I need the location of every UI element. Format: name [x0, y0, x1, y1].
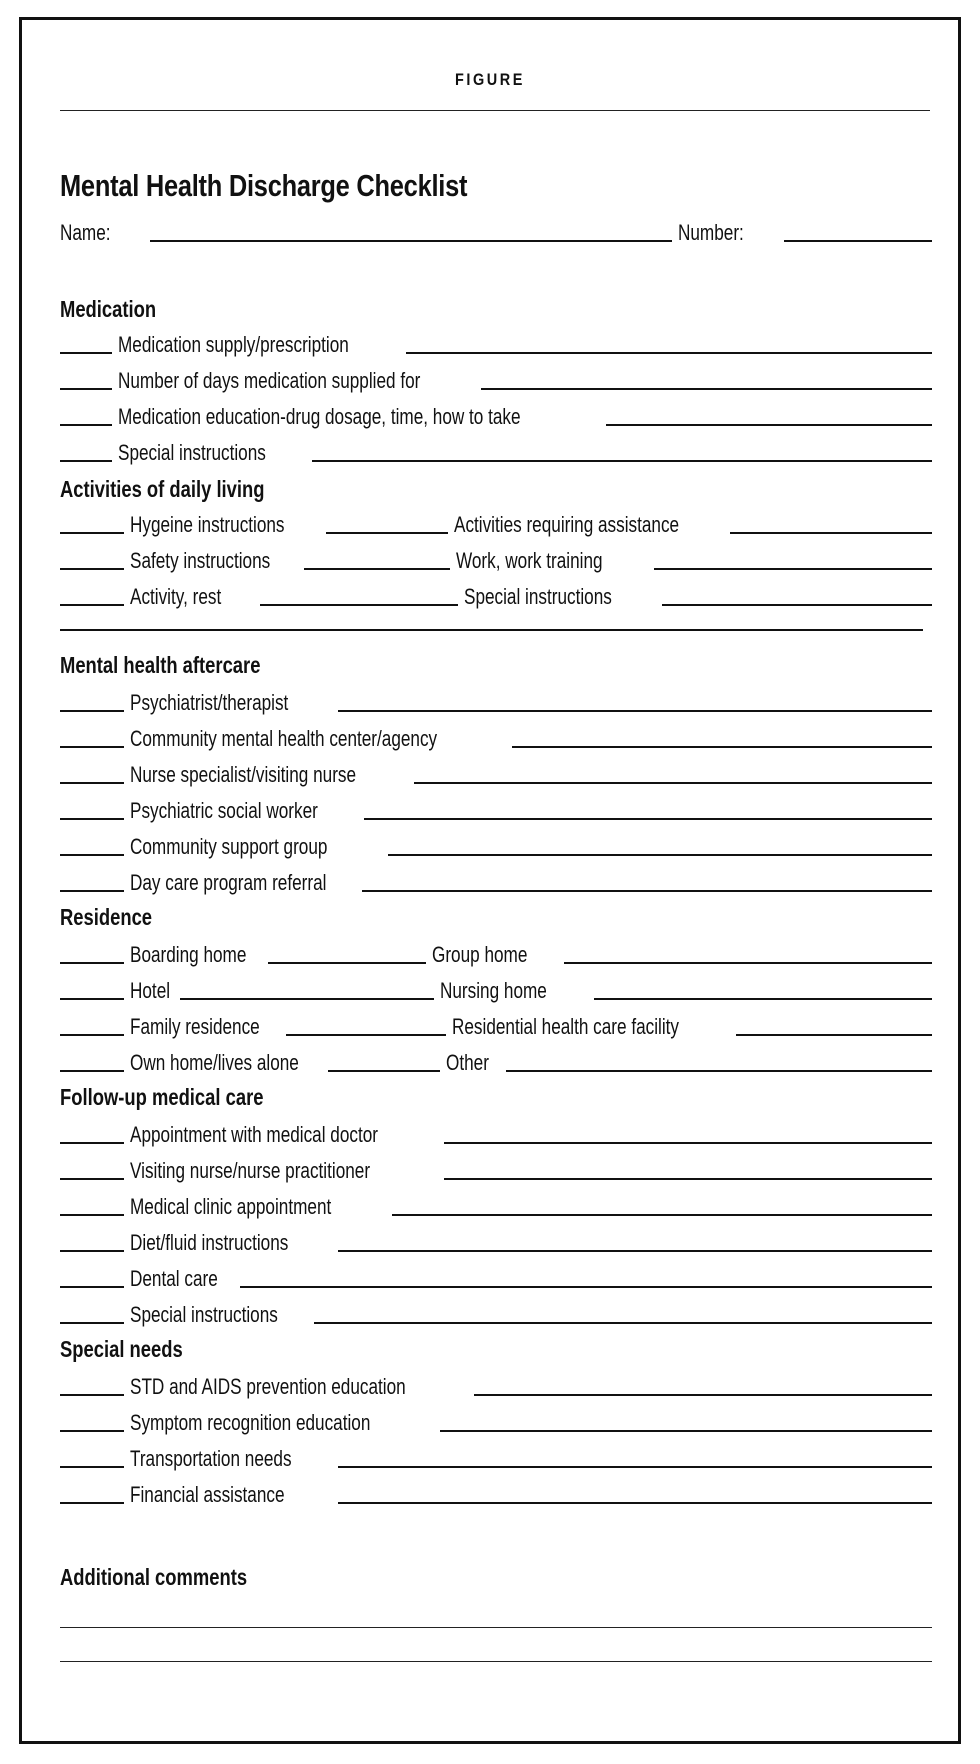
item-label-wrap	[446, 1052, 500, 1076]
checklist-item	[60, 1190, 932, 1220]
response-line[interactable]	[406, 352, 932, 354]
item-label-wrap	[454, 514, 724, 538]
check-blank[interactable]	[60, 1286, 124, 1288]
response-line[interactable]	[312, 460, 932, 462]
response-line[interactable]	[474, 1394, 932, 1396]
checklist-item	[60, 1262, 932, 1292]
item-label: Psychiatric social worker	[130, 798, 318, 823]
item-label-wrap	[118, 406, 598, 430]
item-label: Boarding home	[130, 942, 247, 967]
check-blank[interactable]	[60, 532, 124, 534]
section-title-residence: Residence	[60, 904, 153, 930]
checklist-item	[60, 400, 932, 430]
item-label-wrap	[118, 334, 398, 358]
item-label: Visiting nurse/nurse practitioner	[130, 1158, 371, 1183]
item-label-wrap	[118, 370, 473, 394]
response-line[interactable]	[414, 782, 932, 784]
item-label: Psychiatrist/therapist	[130, 690, 289, 715]
response-line[interactable]	[512, 746, 932, 748]
page-title: Mental Health Discharge Checklist	[60, 168, 468, 203]
response-line[interactable]	[392, 1214, 932, 1216]
checklist-item	[60, 1442, 932, 1472]
item-label: Family residence	[130, 1014, 260, 1039]
item-label: Other	[446, 1050, 489, 1075]
checklist-item-pair	[60, 938, 932, 968]
section-title-aftercare: Mental health aftercare	[60, 652, 261, 678]
item-label: Financial assistance	[130, 1482, 285, 1507]
response-line[interactable]	[564, 962, 932, 964]
checklist-item-pair	[60, 508, 932, 538]
item-label-wrap	[118, 442, 304, 466]
check-blank[interactable]	[60, 424, 112, 426]
item-label-wrap	[464, 586, 656, 610]
check-blank[interactable]	[60, 1502, 124, 1504]
check-blank[interactable]	[60, 854, 124, 856]
response-line[interactable]	[286, 1034, 446, 1036]
section-divider	[60, 629, 923, 631]
checklist-item	[60, 1406, 932, 1436]
item-label-wrap	[130, 514, 326, 538]
checklist-item	[60, 1298, 932, 1328]
check-blank[interactable]	[60, 818, 124, 820]
check-blank[interactable]	[60, 1214, 124, 1216]
check-blank[interactable]	[60, 890, 124, 892]
item-label: Community mental health center/agency	[130, 726, 438, 751]
item-label: Nursing home	[440, 978, 547, 1003]
checklist-item	[60, 830, 932, 860]
item-label: Symptom recognition education	[130, 1410, 371, 1435]
checklist-item	[60, 722, 932, 752]
item-label-wrap	[130, 1304, 306, 1328]
item-label-wrap	[130, 1232, 330, 1256]
section-title-special-needs: Special needs	[60, 1336, 183, 1362]
checklist-item	[60, 1478, 932, 1508]
figure-label: FIGURE	[455, 70, 525, 89]
response-line[interactable]	[444, 1142, 932, 1144]
checklist-item	[60, 686, 932, 716]
response-line[interactable]	[260, 604, 458, 606]
check-blank[interactable]	[60, 460, 112, 462]
number-label: Number:	[678, 220, 744, 245]
response-line[interactable]	[338, 710, 932, 712]
item-label-wrap	[130, 764, 406, 788]
response-line[interactable]	[654, 568, 932, 570]
item-label-wrap	[440, 980, 588, 1004]
item-label: Residential health care facility	[452, 1014, 680, 1039]
response-line[interactable]	[180, 998, 434, 1000]
response-line[interactable]	[594, 998, 932, 1000]
check-blank[interactable]	[60, 782, 124, 784]
item-label: Safety instructions	[130, 548, 271, 573]
check-blank[interactable]	[60, 746, 124, 748]
item-label-wrap	[130, 1124, 436, 1148]
item-label: Community support group	[130, 834, 328, 859]
response-line[interactable]	[240, 1286, 932, 1288]
figure-frame	[19, 17, 961, 1744]
section-title-comments: Additional comments	[60, 1564, 248, 1590]
response-line[interactable]	[338, 1502, 932, 1504]
check-blank[interactable]	[60, 1394, 124, 1396]
response-line[interactable]	[304, 568, 450, 570]
item-label: Hotel	[130, 978, 171, 1003]
response-line[interactable]	[388, 854, 932, 856]
checklist-item	[60, 1226, 932, 1256]
item-label: Special instructions	[118, 440, 266, 465]
check-blank[interactable]	[60, 1178, 124, 1180]
check-blank[interactable]	[60, 962, 124, 964]
item-label-wrap	[130, 1016, 286, 1040]
check-blank[interactable]	[60, 1466, 124, 1468]
item-label-wrap	[456, 550, 648, 574]
checklist-item	[60, 364, 932, 394]
section-title-followup: Follow-up medical care	[60, 1084, 264, 1110]
item-label-wrap	[130, 692, 330, 716]
check-blank[interactable]	[60, 1142, 124, 1144]
item-label: Own home/lives alone	[130, 1050, 299, 1075]
item-label-wrap	[130, 550, 304, 574]
check-blank[interactable]	[60, 1070, 124, 1072]
section-title-medication: Medication	[60, 296, 157, 322]
check-blank[interactable]	[60, 1250, 124, 1252]
identity-row	[60, 216, 932, 246]
response-line[interactable]	[481, 388, 932, 390]
response-line[interactable]	[338, 1466, 932, 1468]
item-label: Medical clinic appointment	[130, 1194, 332, 1219]
check-blank[interactable]	[60, 998, 124, 1000]
comment-line[interactable]	[60, 1661, 932, 1662]
check-blank[interactable]	[60, 1322, 124, 1324]
item-label: Special instructions	[464, 584, 612, 609]
checklist-item	[60, 1154, 932, 1184]
item-label: Medication education-drug dosage, time, how to take	[118, 404, 521, 429]
response-line[interactable]	[662, 604, 932, 606]
checklist-item	[60, 436, 932, 466]
response-line[interactable]	[314, 1322, 932, 1324]
comment-line[interactable]	[60, 1627, 932, 1628]
item-label-wrap	[130, 1376, 466, 1400]
check-blank[interactable]	[60, 1034, 124, 1036]
item-label: Appointment with medical doctor	[130, 1122, 378, 1147]
item-label: Group home	[432, 942, 528, 967]
response-line[interactable]	[326, 532, 448, 534]
checklist-item-pair	[60, 974, 932, 1004]
item-label: Hygeine instructions	[130, 512, 285, 537]
item-label: Transportation needs	[130, 1446, 292, 1471]
checklist-item	[60, 866, 932, 896]
checklist-item	[60, 1118, 932, 1148]
response-line[interactable]	[364, 818, 932, 820]
name-label: Name:	[60, 220, 111, 245]
item-label-wrap	[432, 944, 558, 968]
checklist-item	[60, 794, 932, 824]
item-label: Nurse specialist/visiting nurse	[130, 762, 357, 787]
item-label: Number of days medication supplied for	[118, 368, 421, 393]
name-field[interactable]	[150, 240, 672, 242]
check-blank[interactable]	[60, 710, 124, 712]
item-label: STD and AIDS prevention education	[130, 1374, 406, 1399]
item-label: Dental care	[130, 1266, 218, 1291]
checklist-item-pair	[60, 580, 932, 610]
checklist-item-pair	[60, 1046, 932, 1076]
response-line[interactable]	[268, 962, 426, 964]
response-line[interactable]	[338, 1250, 932, 1252]
checklist-item	[60, 1370, 932, 1400]
item-label-wrap	[130, 836, 380, 860]
response-line[interactable]	[506, 1070, 932, 1072]
section-title-adl: Activities of daily living	[60, 476, 265, 502]
checklist-item-pair	[60, 1010, 932, 1040]
item-label-wrap	[130, 872, 354, 896]
item-label-wrap	[130, 728, 504, 752]
item-label-wrap	[130, 1196, 384, 1220]
item-label-wrap	[130, 1412, 432, 1436]
response-line[interactable]	[328, 1070, 440, 1072]
item-label: Medication supply/prescription	[118, 332, 349, 357]
check-blank[interactable]	[60, 568, 124, 570]
item-label-wrap	[130, 1484, 330, 1508]
item-label-wrap	[452, 1016, 730, 1040]
item-label-wrap	[130, 800, 356, 824]
item-label: Activity, rest	[130, 584, 222, 609]
item-label-wrap	[130, 1052, 328, 1076]
checklist-item	[60, 758, 932, 788]
top-rule	[60, 110, 930, 111]
checklist-item	[60, 328, 932, 358]
response-line[interactable]	[736, 1034, 932, 1036]
item-label: Special instructions	[130, 1302, 278, 1327]
response-line[interactable]	[444, 1178, 932, 1180]
checklist-item-pair	[60, 544, 932, 574]
response-line[interactable]	[730, 532, 932, 534]
item-label-wrap	[130, 1448, 330, 1472]
number-field[interactable]	[784, 240, 932, 242]
item-label: Work, work training	[456, 548, 603, 573]
item-label: Day care program referral	[130, 870, 327, 895]
item-label-wrap	[130, 586, 260, 610]
item-label: Diet/fluid instructions	[130, 1230, 289, 1255]
response-line[interactable]	[440, 1430, 932, 1432]
response-line[interactable]	[362, 890, 932, 892]
item-label-wrap	[130, 1160, 436, 1184]
check-blank[interactable]	[60, 604, 124, 606]
item-label-wrap	[130, 980, 180, 1004]
item-label: Activities requiring assistance	[454, 512, 680, 537]
check-blank[interactable]	[60, 352, 112, 354]
item-label-wrap	[130, 944, 268, 968]
check-blank[interactable]	[60, 388, 112, 390]
check-blank[interactable]	[60, 1430, 124, 1432]
item-label-wrap	[130, 1268, 232, 1292]
response-line[interactable]	[606, 424, 932, 426]
